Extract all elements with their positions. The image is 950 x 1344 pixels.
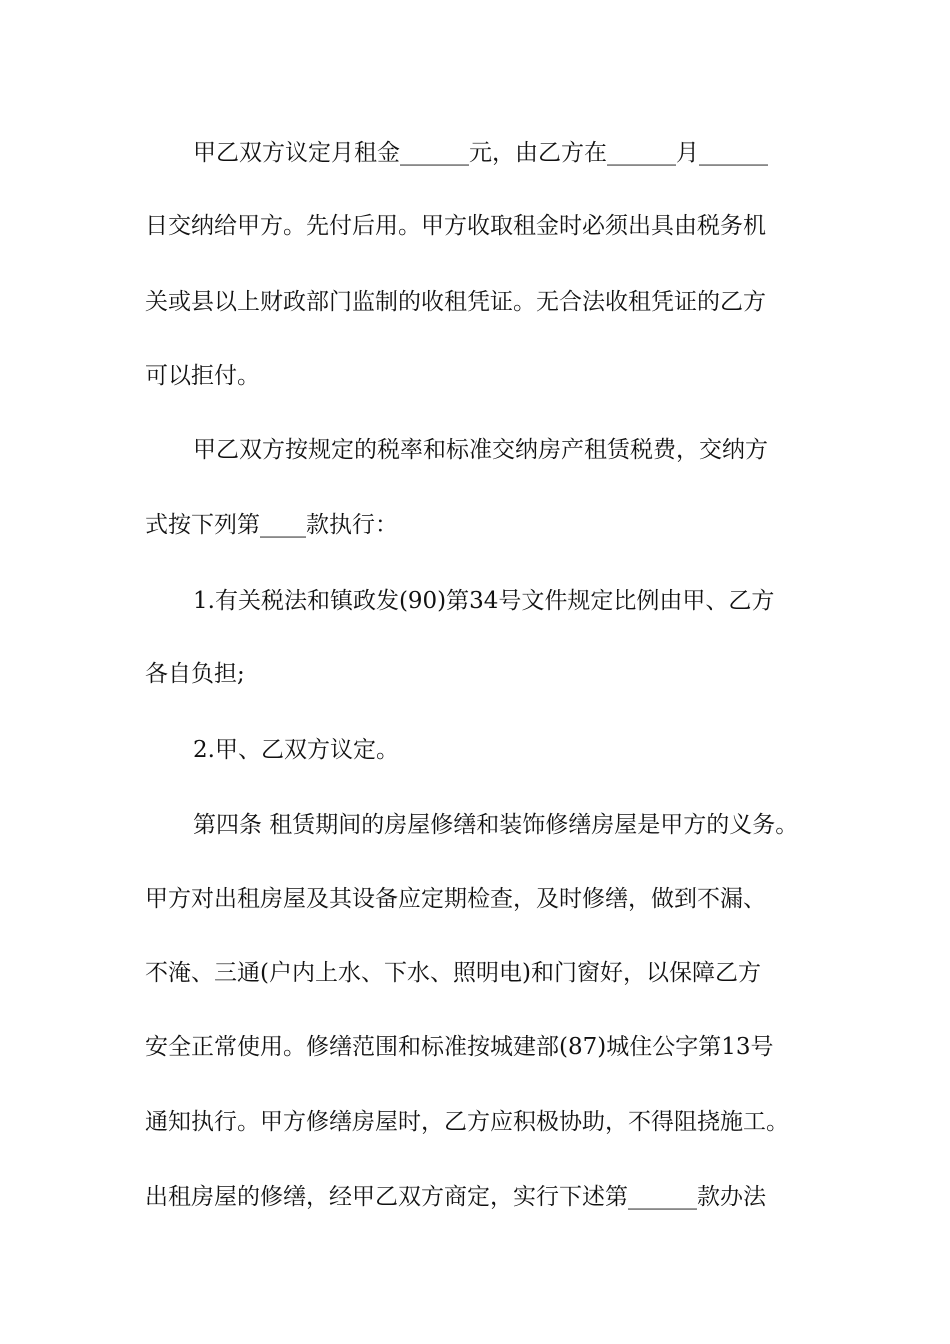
paragraph-line: 通知执行。甲方修缮房屋时，乙方应积极协助，不得阻挠施工。 [145,1109,789,1135]
paragraph-line: 安全正常使用。修缮范围和标准按城建部(87)城住公字第13号 [145,1034,774,1060]
paragraph-line: 式按下列第____款执行： [145,512,398,538]
paragraph-line: 1.有关税法和镇政发(90)第34号文件规定比例由甲、乙方 [193,588,775,614]
paragraph-line: 甲乙双方议定月租金______元，由乙方在______月______ [193,140,768,166]
paragraph-line: 可以拒付。 [145,363,260,389]
paragraph-line: 出租房屋的修缮，经甲乙双方商定，实行下述第______款办法 [145,1184,766,1210]
paragraph-line: 各自负担; [145,661,245,687]
paragraph-line: 日交纳给甲方。先付后用。甲方收取租金时必须出具由税务机 [145,213,766,239]
paragraph-line: 不淹、三通(户内上水、下水、照明电)和门窗好，以保障乙方 [145,960,761,986]
paragraph-line: 第四条 租赁期间的房屋修缮和装饰修缮房屋是甲方的义务。 [193,812,799,838]
paragraph-line: 关或县以上财政部门监制的收租凭证。无合法收租凭证的乙方 [145,289,766,315]
paragraph-line: 甲乙双方按规定的税率和标准交纳房产租赁税费，交纳方 [193,437,768,463]
paragraph-line: 甲方对出租房屋及其设备应定期检查，及时修缮，做到不漏、 [145,886,766,912]
paragraph-line: 2.甲、乙双方议定。 [193,737,399,763]
